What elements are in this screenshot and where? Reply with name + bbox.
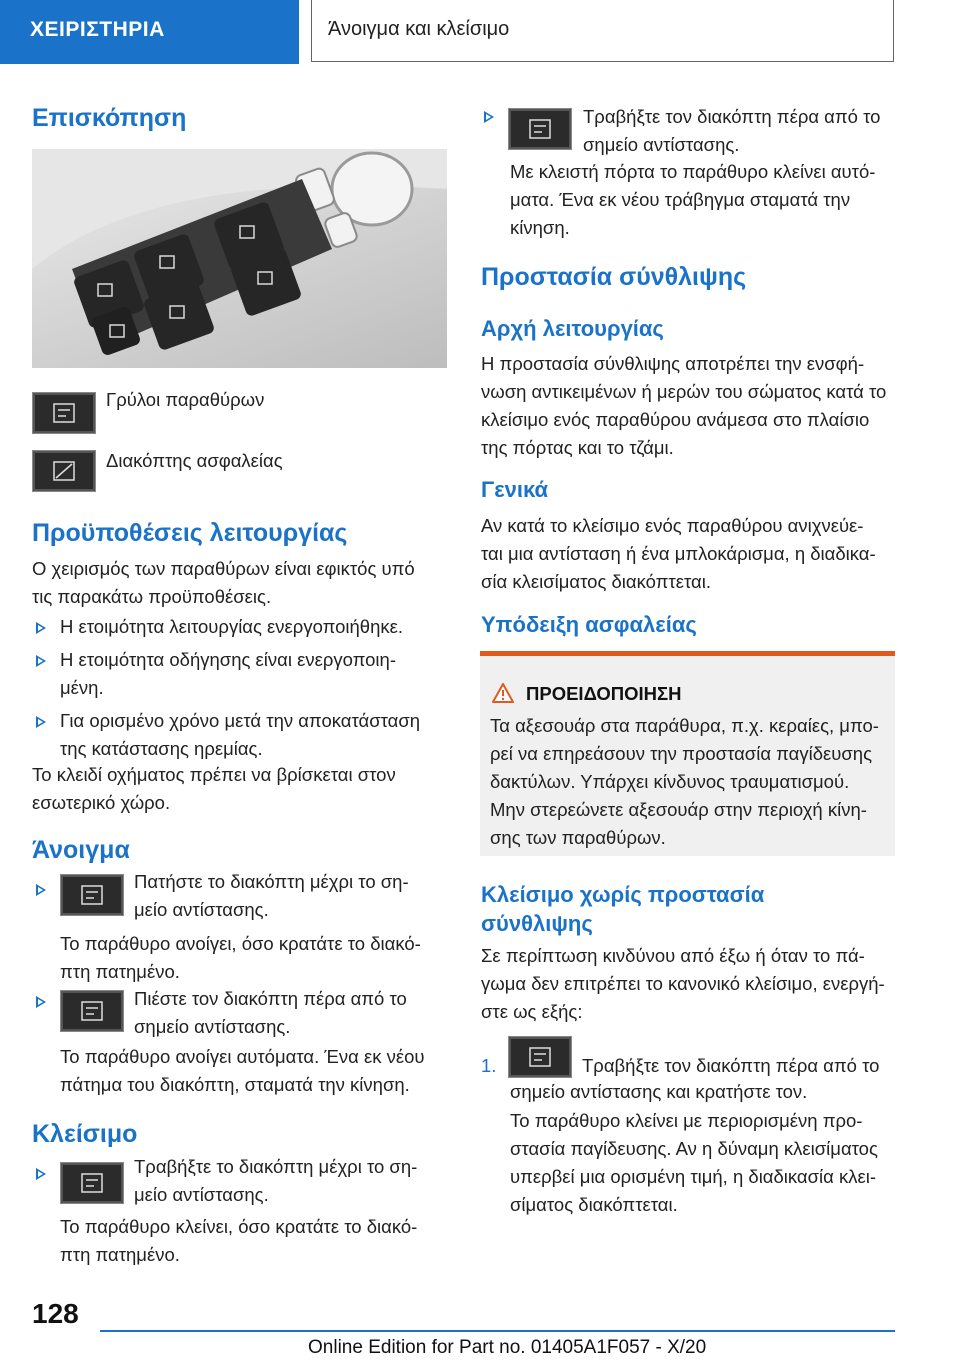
window-lifter-icon	[60, 1162, 124, 1204]
open-step-2: Πιέστε τον διακόπτη πέρα από το σημείο αντίστασης.	[134, 988, 407, 1037]
bullet-icon	[36, 996, 46, 1008]
open-result-2: Το παράθυρο ανοίγει αυτόματα. Ένα εκ νέου πάτημα του διακόπτη, σταματά την κίνηση.	[60, 1046, 425, 1095]
window-lifter-icon	[32, 392, 96, 434]
bullet-icon	[484, 111, 494, 123]
chapter-title: Άνοιγμα και κλείσιμο	[328, 18, 510, 40]
bullet-icon	[36, 716, 46, 728]
chapter-tab	[311, 0, 894, 62]
safety-switch-icon	[32, 450, 96, 492]
close-result-2: Με κλειστή πόρτα το παράθυρο κλείνει αυτό- ματα. Ένα εκ νέου τράβηγμα σταματά την κίνηση.	[510, 161, 876, 238]
legend-label-2: Διακόπτης ασφαλείας	[106, 450, 283, 471]
window-lifter-icon	[508, 108, 572, 150]
prereq-item: Η ετοιμότητα οδήγησης είναι ενεργοποιη- μένη.	[60, 649, 396, 698]
bullet-icon	[36, 622, 46, 634]
prereq-heading: Προϋποθέσεις λειτουργίας	[32, 519, 348, 547]
footer-divider	[100, 1330, 895, 1332]
step-number: 1.	[481, 1055, 497, 1076]
bullet-icon	[36, 1168, 46, 1180]
step-result: Το παράθυρο κλείνει με περιορισμένη προ- στασία παγίδευσης. Αν η δύναμη κλεισίματος υπερβεί μια ορισμένη τιμή, η διαδικασία κλει- σίματος διακόπτεται.	[510, 1110, 878, 1215]
general-text: Αν κατά το κλείσιμο ενός παραθύρου ανιχνεύε- ται μια αντίσταση ή ένα μπλοκάρισμα, η διαδικα- σία κλεισίματος διακόπτεται.	[481, 515, 876, 592]
general-heading: Γενικά	[481, 477, 549, 502]
section-title: ΧΕΙΡΙΣΤΗΡΙΑ	[30, 18, 165, 41]
prereq-note: Το κλειδί οχήματος πρέπει να βρίσκεται στον εσωτερικό χώρο.	[32, 764, 396, 813]
step-text-1: Τραβήξτε τον διακόπτη πέρα από το	[582, 1055, 880, 1076]
open-step-1: Πατήστε το διακόπτη μέχρι το ση- μείο αντίστασης.	[134, 871, 409, 920]
window-lifter-icon	[508, 1036, 572, 1078]
safety-heading: Υπόδειξη ασφαλείας	[481, 612, 697, 637]
step-text-2: σημείο αντίστασης και κρατήστε τον.	[510, 1081, 808, 1102]
noprot-text: Σε περίπτωση κινδύνου από έξω ή όταν το πά- γωμα δεν επιτρέπει το κανονικό κλείσιμο, ενεργή- στε ως εξής:	[481, 945, 885, 1022]
close-result-1: Το παράθυρο κλείνει, όσο κρατάτε το διακό- πτη πατημένο.	[60, 1216, 418, 1265]
close-step-2: Τραβήξτε τον διακόπτη πέρα από το σημείο αντίστασης.	[583, 106, 881, 155]
warning-label: ΠΡΟΕΙΔΟΠΟΙΗΣΗ	[526, 683, 682, 704]
window-lifter-icon	[60, 874, 124, 916]
prereq-item: Η ετοιμότητα λειτουργίας ενεργοποιήθηκε.	[60, 616, 403, 637]
close-step-1: Τραβήξτε το διακόπτη μέχρι το ση- μείο αντίστασης.	[134, 1156, 418, 1205]
bullet-icon	[36, 884, 46, 896]
edition-text: Online Edition for Part no. 01405A1F057 - X/20	[308, 1337, 707, 1358]
prereq-item: Για ορισμένο χρόνο μετά την αποκατάσταση της κατάστασης ηρεμίας.	[60, 710, 421, 759]
warning-text: Τα αξεσουάρ στα παράθυρα, π.χ. κεραίες, μπο- ρεί να επηρεάσουν την προστασία παγίδευσης δακτύλων. Υπάρχει κίνδυνος τραυματισμού. Μην στερεώνετε αξεσουάρ στην περιοχή κίνη- σης των παραθύρων.	[490, 715, 879, 848]
window-lifter-icon	[60, 990, 124, 1032]
window-switch-panel-photo	[32, 149, 447, 368]
warning-icon	[492, 683, 514, 703]
warning-box	[480, 651, 895, 856]
page-number: 128	[32, 1298, 79, 1329]
prereq-intro: Ο χειρισμός των παραθύρων είναι εφικτός υπό τις παρακάτω προϋποθέσεις.	[32, 558, 415, 607]
section-tab	[0, 0, 299, 64]
open-heading: Άνοιγμα	[32, 836, 130, 864]
principle-text: Η προστασία σύνθλιψης αποτρέπει την ενσφή- νωση αντικειμένων ή μερών του σώματος κατά το κλείσιμο ενός παραθύρου ανάμεσα στο πλαίσιο της πόρτας και το τζάμι.	[481, 353, 887, 458]
close-heading: Κλείσιμο	[32, 1120, 138, 1148]
noprot-heading: Κλείσιμο χωρίς προστασία σύνθλιψης	[481, 882, 765, 936]
open-result-1: Το παράθυρο ανοίγει, όσο κρατάτε το διακό- πτη πατημένο.	[60, 933, 421, 982]
pinch-heading: Προστασία σύνθλιψης	[481, 263, 747, 291]
bullet-icon	[36, 655, 46, 667]
overview-heading: Επισκόπηση	[32, 104, 187, 132]
legend-label-1: Γρύλοι παραθύρων	[106, 389, 265, 410]
principle-heading: Αρχή λειτουργίας	[481, 316, 664, 341]
